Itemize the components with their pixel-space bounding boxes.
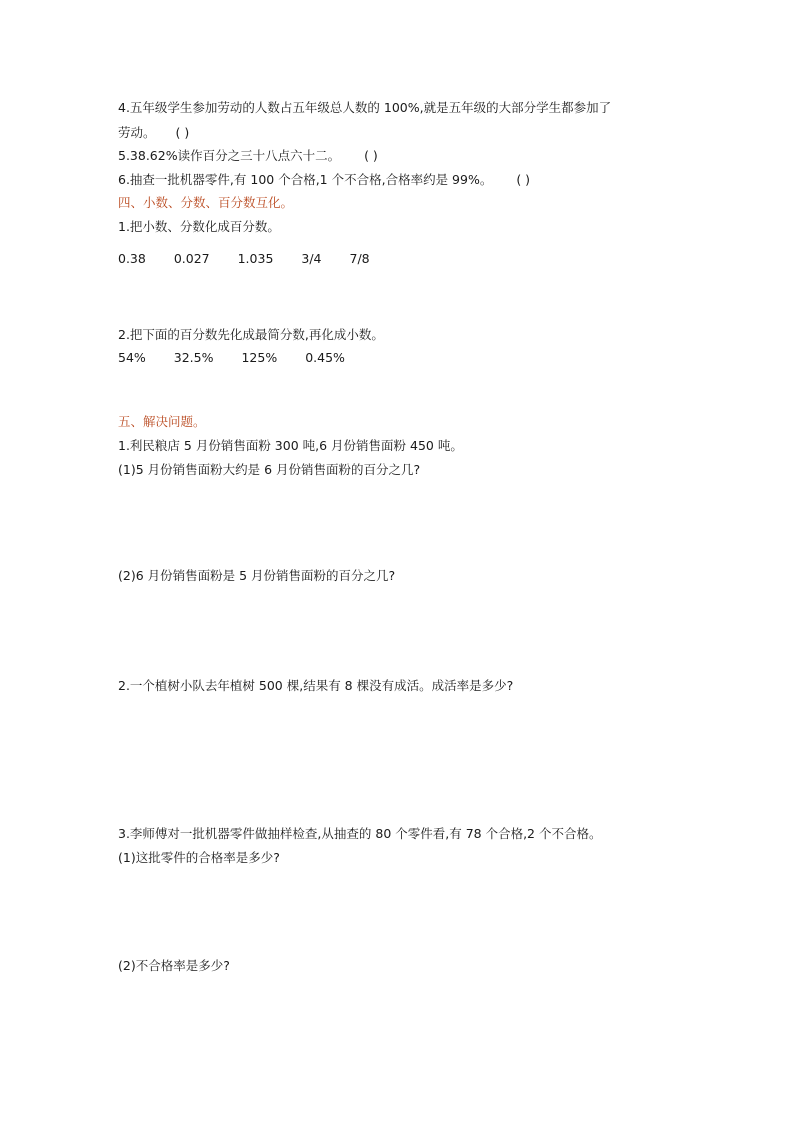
question-4-text: 劳动。 — [118, 125, 156, 140]
section-5-heading: 五、解决问题。 — [118, 414, 206, 429]
problem-1: 1.利民粮店 5 月份销售面粉 300 吨,6 月份销售面粉 450 吨。 — [118, 438, 463, 453]
question-5-text: 5.38.62%读作百分之三十八点六十二。 — [118, 148, 341, 163]
answer-blank-4: ( ) — [175, 125, 190, 140]
question-4-line-2 — [118, 124, 189, 142]
problem-2: 2.一个植树小队去年植树 500 棵,结果有 8 棵没有成活。成活率是多少? — [118, 678, 514, 693]
list-item: 0.027 — [173, 251, 210, 266]
question-4-line-1: 4.五年级学生参加劳动的人数占五年级总人数的 100%,就是五年级的大部分学生都参加了 — [118, 100, 612, 115]
section-4-question-2: 2.把下面的百分数先化成最简分数,再化成小数。 — [118, 327, 384, 342]
problem-1-part-1: (1)5 月份销售面粉大约是 6 月份销售面粉的百分之几? — [118, 462, 421, 477]
list-item: 1.035 — [237, 251, 274, 266]
list-item: 3/4 — [301, 251, 322, 266]
list-item: 32.5% — [173, 350, 214, 365]
list-item: 0.45% — [305, 350, 345, 365]
problem-3-part-1: (1)这批零件的合格率是多少? — [118, 850, 280, 865]
question-6-text: 6.抽查一批机器零件,有 100 个合格,1 个不合格,合格率约是 99%。 — [118, 172, 493, 187]
problem-3: 3.李师傅对一批机器零件做抽样检查,从抽查的 80 个零件看,有 78 个合格,2 个不合格。 — [118, 826, 602, 841]
problem-1-part-2: (2)6 月份销售面粉是 5 月份销售面粉的百分之几? — [118, 568, 396, 583]
section-4-heading: 四、小数、分数、百分数互化。 — [118, 195, 294, 210]
list-item: 0.38 — [118, 251, 146, 266]
question-5 — [118, 147, 378, 165]
list-item: 125% — [241, 350, 278, 365]
section-4-question-1: 1.把小数、分数化成百分数。 — [118, 219, 280, 234]
conversion-list-1 — [118, 250, 370, 268]
answer-blank-6: ( ) — [516, 172, 531, 187]
answer-blank-5: ( ) — [364, 148, 378, 163]
question-6 — [118, 171, 530, 189]
list-item: 54% — [118, 350, 146, 365]
list-item: 7/8 — [349, 251, 370, 266]
conversion-list-2 — [118, 349, 345, 367]
problem-3-part-2: (2)不合格率是多少? — [118, 958, 230, 973]
